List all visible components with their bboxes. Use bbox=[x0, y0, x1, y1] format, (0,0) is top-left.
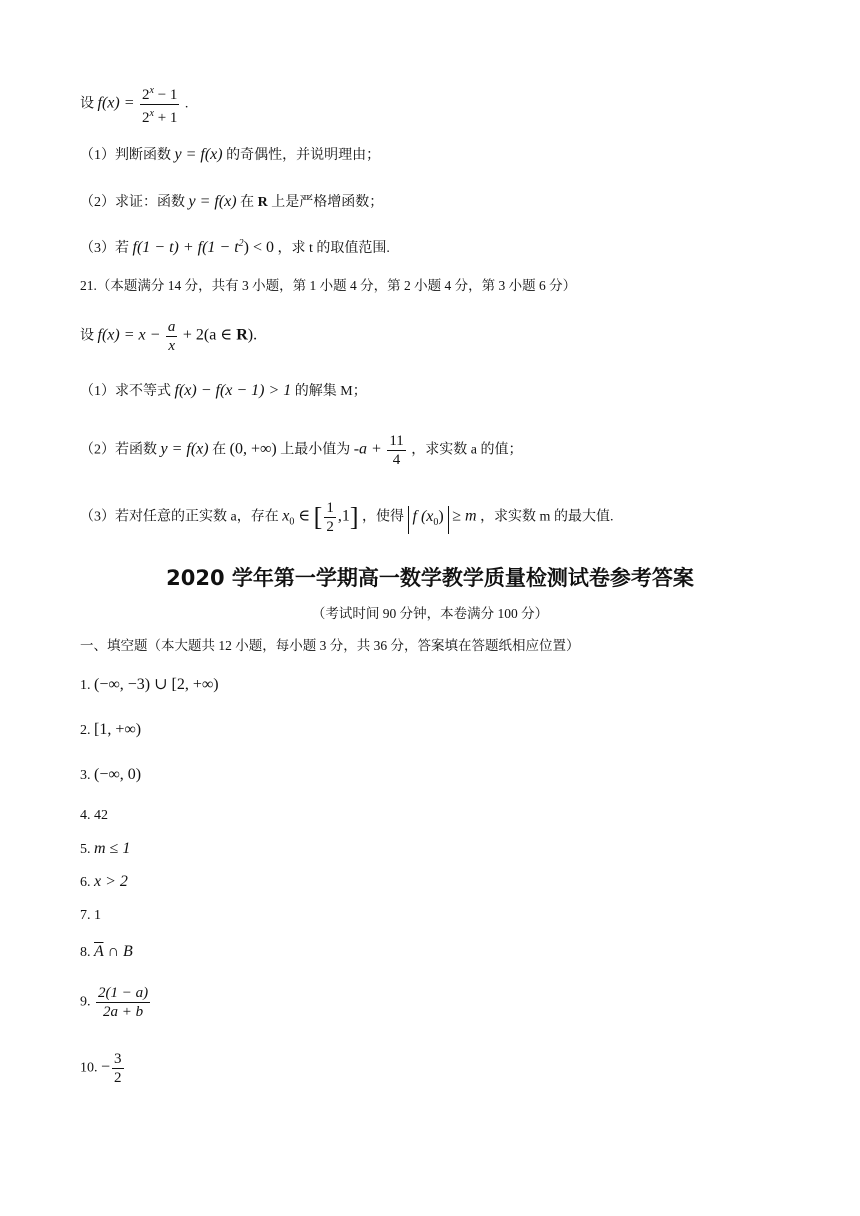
p20-q2-math: y = f(x) bbox=[188, 193, 237, 210]
answer-1 bbox=[80, 675, 219, 696]
p21-q1-text: 的解集 M； bbox=[294, 384, 367, 399]
p20-q1-label: （1）判断函数 bbox=[80, 148, 171, 163]
p21-q2 bbox=[80, 432, 523, 469]
p21-header: 21.（本题满分 14 分，共有 3 小题，第 1 小题 4 分，第 2 小题 4 分，第 3 小题 6 分） bbox=[80, 278, 577, 293]
p20-den-rest: + 1 bbox=[153, 110, 178, 126]
p21-def-end: ). bbox=[247, 326, 258, 344]
p20-q1 bbox=[80, 145, 380, 166]
p21-q2-value: -a + bbox=[353, 440, 382, 458]
answer-2-value: [1, +∞) bbox=[94, 721, 142, 738]
answer-10-num: 10. bbox=[80, 1060, 98, 1076]
answer-9-numerator: 2(1 − a) bbox=[98, 985, 149, 1001]
p20-q3-exp: 2 bbox=[238, 238, 244, 249]
p20-den-exp: x bbox=[149, 108, 154, 119]
p20-q3-math-c: ) < 0 bbox=[243, 239, 275, 256]
p20-q3-math-a: f(1 − t) + f bbox=[132, 239, 203, 256]
answer-3-num: 3. bbox=[80, 768, 91, 783]
answer-5-value: m ≤ 1 bbox=[94, 840, 131, 857]
answers-section-1: 一、填空题（本大题共 12 小题，每小题 3 分，共 36 分，答案填在答题纸相应位置） bbox=[80, 638, 580, 653]
answer-6 bbox=[80, 872, 128, 893]
p21-denominator: x bbox=[168, 338, 175, 354]
p20-def-end: . bbox=[184, 96, 189, 112]
p20-fraction bbox=[140, 82, 179, 127]
p21-q2-mid: 上最小值为 bbox=[280, 442, 351, 458]
answer-2-num: 2. bbox=[80, 723, 91, 738]
p21-q3-x-sub: 0 bbox=[289, 516, 295, 528]
p21-q3-fx-sub: 0 bbox=[433, 516, 439, 528]
answer-5-num: 5. bbox=[80, 842, 91, 857]
p21-q3-left-bracket: [ bbox=[313, 502, 323, 532]
p20-definition bbox=[80, 82, 188, 127]
answer-9-fraction bbox=[96, 984, 150, 1021]
p21-q3-text: ，求实数 m 的最大值. bbox=[480, 509, 614, 525]
answers-subtitle: （考试时间 90 分钟，本卷满分 100 分） bbox=[311, 606, 549, 621]
p21-q3-mid: ，使得 bbox=[362, 509, 405, 525]
answer-8-rest: ∩ B bbox=[103, 943, 133, 960]
p21-q2-denominator: 4 bbox=[392, 452, 401, 468]
p21-q2-fraction bbox=[387, 432, 405, 469]
answer-1-value: (−∞, −3) ∪ [2, +∞) bbox=[94, 676, 219, 693]
answer-9-denominator: 2a + b bbox=[103, 1004, 144, 1020]
p21-q3-abs-value bbox=[408, 506, 449, 534]
p21-q2-label: （2）若函数 bbox=[80, 442, 157, 458]
p21-q3 bbox=[80, 499, 613, 536]
answers-title: 2020 学年第一学期高一数学教学质量检测试卷参考答案 bbox=[166, 566, 694, 590]
p20-q2-label: （2）求证：函数 bbox=[80, 195, 185, 210]
p21-q2-math: y = f(x) bbox=[160, 440, 209, 458]
p21-definition bbox=[80, 318, 257, 355]
p20-denominator bbox=[140, 105, 179, 127]
answer-3-value: (−∞, 0) bbox=[94, 766, 142, 783]
answer-7: 7. 1 bbox=[80, 908, 101, 923]
answer-10-numerator: 3 bbox=[114, 1051, 122, 1067]
p21-q3-geq: ≥ m bbox=[452, 507, 477, 525]
p20-q3-label: （3）若 bbox=[80, 241, 129, 256]
p21-real-set: R bbox=[236, 326, 248, 344]
answer-10 bbox=[80, 1050, 126, 1087]
answer-8-num: 8. bbox=[80, 945, 91, 960]
p21-q2-text: ，求实数 a 的值； bbox=[411, 442, 523, 458]
p20-q3 bbox=[80, 234, 390, 259]
p21-q3-fx: f (x bbox=[412, 507, 434, 525]
p21-q3-denominator: 2 bbox=[326, 519, 334, 535]
p20-q2-in: 在 bbox=[240, 195, 255, 210]
answer-10-denominator: 2 bbox=[114, 1070, 122, 1086]
p21-q3-x: x bbox=[282, 507, 290, 525]
p21-q3-label: （3）若对任意的正实数 a，存在 bbox=[80, 509, 279, 525]
p20-q1-math: y = f(x) bbox=[174, 146, 223, 163]
answer-5 bbox=[80, 839, 130, 860]
answer-10-sign: − bbox=[101, 1058, 111, 1076]
answer-8 bbox=[80, 942, 133, 963]
p21-q1-math: f(x) − f(x − 1) > 1 bbox=[174, 382, 292, 399]
answer-2 bbox=[80, 720, 141, 741]
p20-numerator bbox=[140, 82, 179, 105]
p20-num-exp: x bbox=[149, 85, 154, 96]
p20-q2-real-set: R bbox=[257, 195, 268, 210]
p21-def-lhs: f(x) = x − bbox=[97, 326, 161, 344]
answer-3 bbox=[80, 765, 141, 786]
p20-num-base: 2 bbox=[142, 87, 150, 103]
p20-q1-text: 的奇偶性，并说明理由； bbox=[226, 148, 381, 163]
p21-q3-fraction bbox=[324, 499, 336, 536]
p20-q3-math-b: (1 − t bbox=[202, 239, 239, 256]
p21-q2-numerator: 11 bbox=[389, 433, 404, 449]
p20-q3-text: ，求 t 的取值范围. bbox=[277, 241, 390, 256]
p21-fraction bbox=[166, 318, 178, 355]
p21-q3-right-bracket: ] bbox=[349, 502, 359, 532]
answer-8-complement-a: $\overline{A}$ bbox=[94, 943, 104, 960]
p21-q2-interval: (0, +∞) bbox=[229, 440, 277, 458]
answer-6-num: 6. bbox=[80, 875, 91, 890]
p21-q3-close: ) bbox=[438, 507, 444, 525]
p20-def-lhs: f(x) = bbox=[97, 94, 135, 112]
answer-10-fraction bbox=[112, 1050, 124, 1087]
answer-6-value: x > 2 bbox=[94, 873, 128, 890]
answer-4: 4. 42 bbox=[80, 808, 108, 823]
p20-num-rest: − 1 bbox=[153, 87, 178, 103]
p21-numerator: a bbox=[167, 319, 176, 335]
p21-def-prefix: 设 bbox=[80, 328, 94, 344]
answer-1-num: 1. bbox=[80, 678, 91, 693]
p21-q2-in: 在 bbox=[212, 442, 227, 458]
p20-den-base: 2 bbox=[142, 110, 150, 126]
p21-q1-label: （1）求不等式 bbox=[80, 384, 171, 399]
p20-q2-text: 上是严格增函数； bbox=[271, 195, 384, 210]
p21-q3-in: ∈ bbox=[294, 507, 311, 525]
p21-q3-numerator: 1 bbox=[326, 500, 334, 516]
p20-q2 bbox=[80, 192, 383, 213]
answer-9 bbox=[80, 984, 152, 1021]
p21-def-rest: + 2(a ∈ bbox=[182, 326, 237, 344]
answer-9-num: 9. bbox=[80, 994, 91, 1010]
p20-def-prefix: 设 bbox=[80, 96, 94, 112]
p21-q3-after: ,1 bbox=[337, 507, 350, 525]
p21-q1 bbox=[80, 381, 367, 402]
